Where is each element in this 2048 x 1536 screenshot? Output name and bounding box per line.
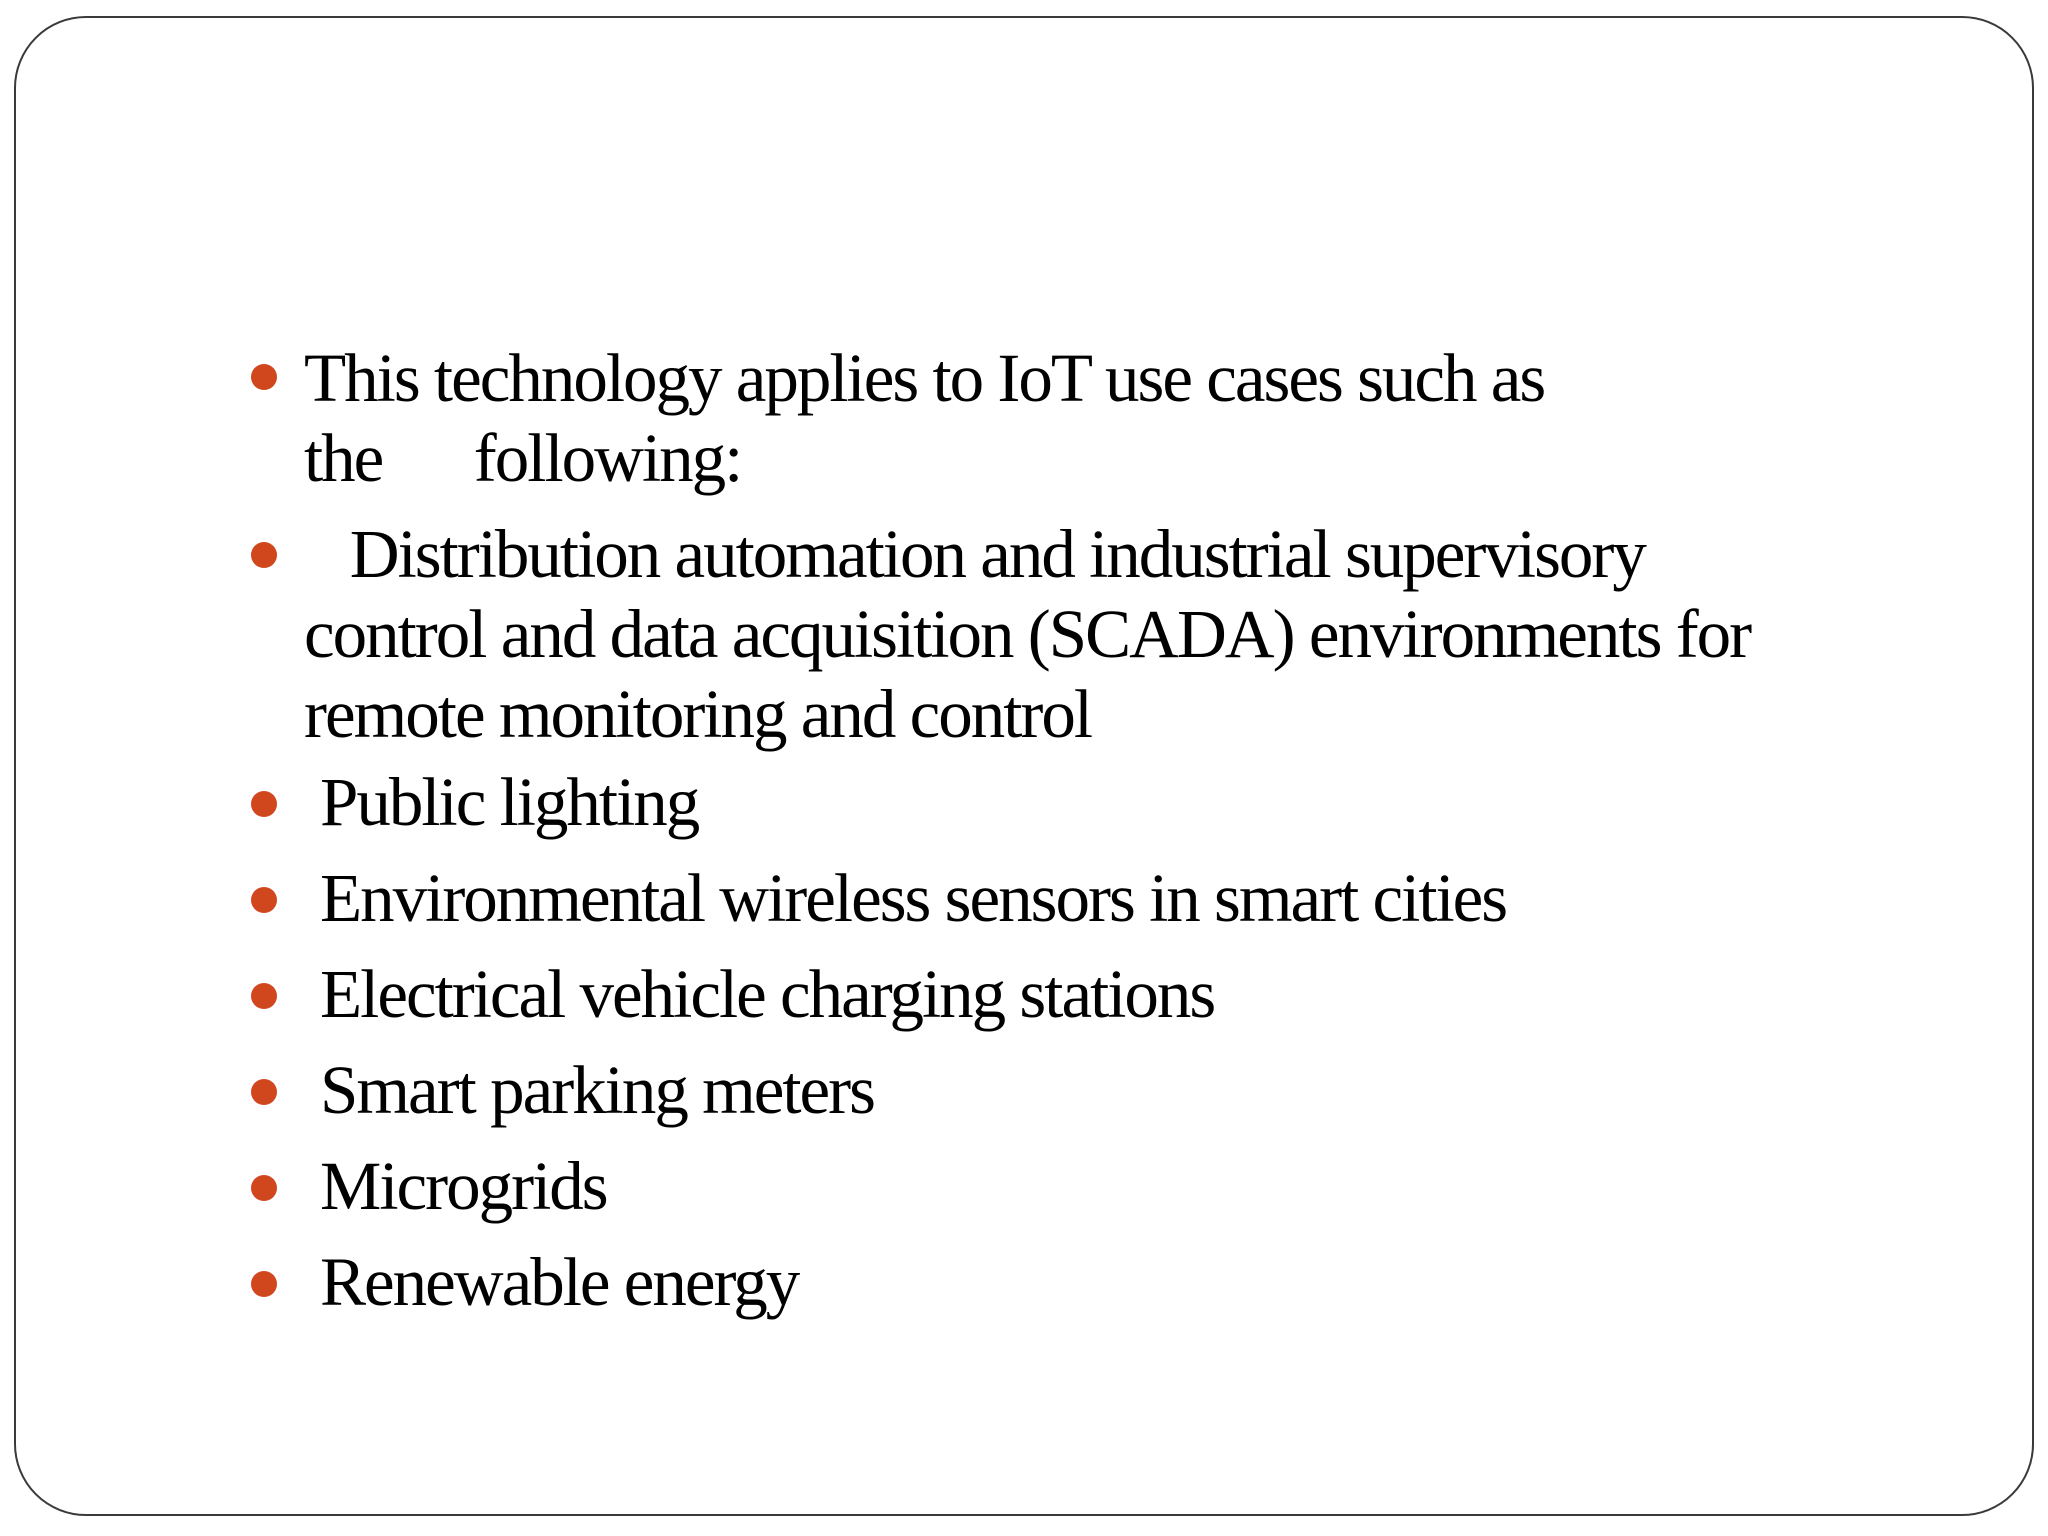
bullet-dot-icon (251, 1175, 277, 1201)
bullet-item (251, 754, 1871, 850)
bullet-item (251, 338, 1871, 498)
bullet-dot-icon (251, 791, 277, 817)
slide (14, 16, 2034, 1516)
bullet-dot-icon (251, 542, 277, 568)
bullet-text: Public lighting (320, 764, 699, 840)
bullet-dot-icon (251, 983, 277, 1009)
bullet-list (251, 338, 1871, 1330)
bullet-text: Electrical vehicle charging stations (320, 956, 1215, 1032)
bullet-text: Renewable energy (320, 1244, 799, 1320)
bullet-dot-icon (251, 364, 277, 390)
bullet-item (251, 1042, 1871, 1138)
bullet-text: Distribution automation and industrial supervisory control and data acquisition (SCADA) environments for remote monitoring and control (304, 516, 1751, 752)
bullet-text: Environmental wireless sensors in smart cities (320, 860, 1507, 936)
bullet-item (251, 1138, 1871, 1234)
bullet-item (251, 850, 1871, 946)
bullet-text: Microgrids (320, 1148, 607, 1224)
bullet-item (251, 1234, 1871, 1330)
bullet-dot-icon (251, 1271, 277, 1297)
bullet-text: This technology applies to IoT use cases such as the following: (304, 340, 1545, 496)
bullet-dot-icon (251, 1079, 277, 1105)
bullet-item (251, 514, 1871, 754)
bullet-text: Smart parking meters (320, 1052, 875, 1128)
bullet-dot-icon (251, 887, 277, 913)
bullet-item (251, 946, 1871, 1042)
